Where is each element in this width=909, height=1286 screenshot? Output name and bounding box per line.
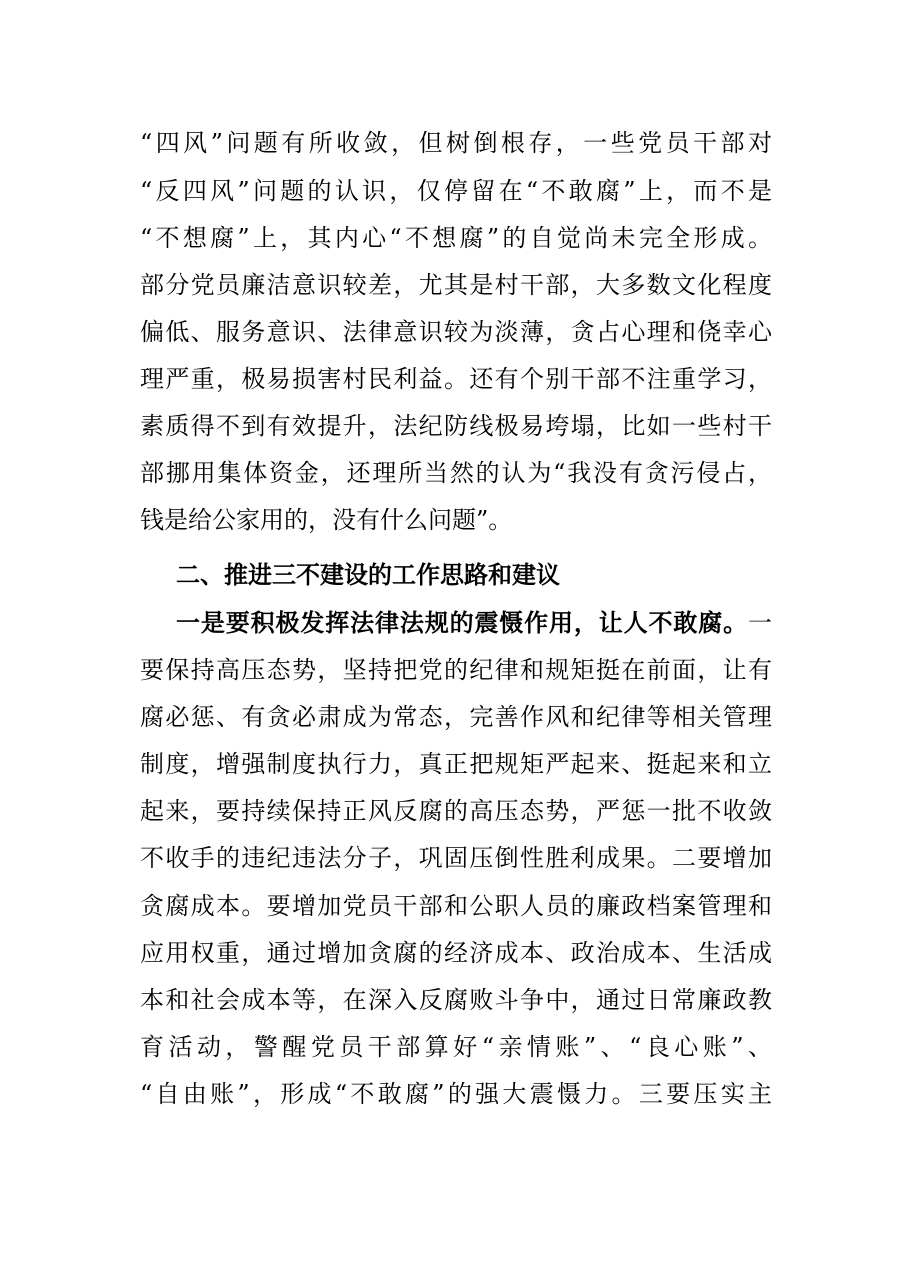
paragraph-2-lead-sentence: 一是要积极发挥法律法规的震慑作用，让人不敢腐。	[176, 608, 748, 637]
paragraph-1-line-3: “不想腐”上，其内心“不想腐”的自觉尚未完全形成。	[140, 224, 772, 252]
paragraph-1-line-4: 部分党员廉洁意识较差，尤其是村干部，大多数文化程度	[140, 271, 772, 299]
paragraph-2-line-11: “自由账”，形成“不敢腐”的强大震慑力。三要压实主	[140, 1080, 772, 1108]
paragraph-1-line-8: 部挪用集体资金，还理所当然的认为“我没有贪污侵占，	[140, 459, 772, 487]
paragraph-2-line-3: 腐必惩、有贪必肃成为常态，完善作风和纪律等相关管理	[140, 703, 772, 731]
paragraph-2-line-10: 育活动，警醒党员干部算好“亲情账”、“良心账”、	[140, 1033, 772, 1061]
paragraph-1-line-9: 钱是给公家用的，没有什么问题”。	[140, 506, 513, 534]
paragraph-2-line-1	[176, 604, 772, 642]
paragraph-1-line-7: 素质得不到有效提升，法纪防线极易垮塌，比如一些村干	[140, 412, 772, 440]
paragraph-2-line-6: 不收手的违纪违法分子，巩固压倒性胜利成果。二要增加	[140, 844, 772, 872]
paragraph-1-line-6: 理严重，极易损害村民利益。还有个别干部不注重学习，	[140, 365, 772, 393]
paragraph-1-line-2: “反四风”问题的认识，仅停留在“不敢腐”上，而不是	[140, 177, 772, 205]
paragraph-1-line-1: “四风”问题有所收敛，但树倒根存，一些党员干部对	[140, 129, 772, 157]
paragraph-2-line-4: 制度，增强制度执行力，真正把规矩严起来、挺起来和立	[140, 750, 772, 778]
paragraph-2-line-1-tail: 一	[748, 609, 772, 637]
paragraph-2-line-8: 应用权重，通过增加贪腐的经济成本、政治成本、生活成	[140, 939, 772, 967]
section-heading: 二、推进三不建设的工作思路和建议	[176, 560, 560, 589]
paragraph-2-line-9: 本和社会成本等，在深入反腐败斗争中，通过日常廉政教	[140, 986, 772, 1014]
paragraph-1-line-5: 偏低、服务意识、法律意识较为淡薄，贪占心理和侥幸心	[140, 318, 772, 346]
paragraph-2-line-5: 起来，要持续保持正风反腐的高压态势，严惩一批不收敛	[140, 797, 772, 825]
paragraph-2-line-2: 要保持高压态势，坚持把党的纪律和规矩挺在前面，让有	[140, 656, 772, 684]
paragraph-2-line-7: 贪腐成本。要增加党员干部和公职人员的廉政档案管理和	[140, 892, 772, 920]
